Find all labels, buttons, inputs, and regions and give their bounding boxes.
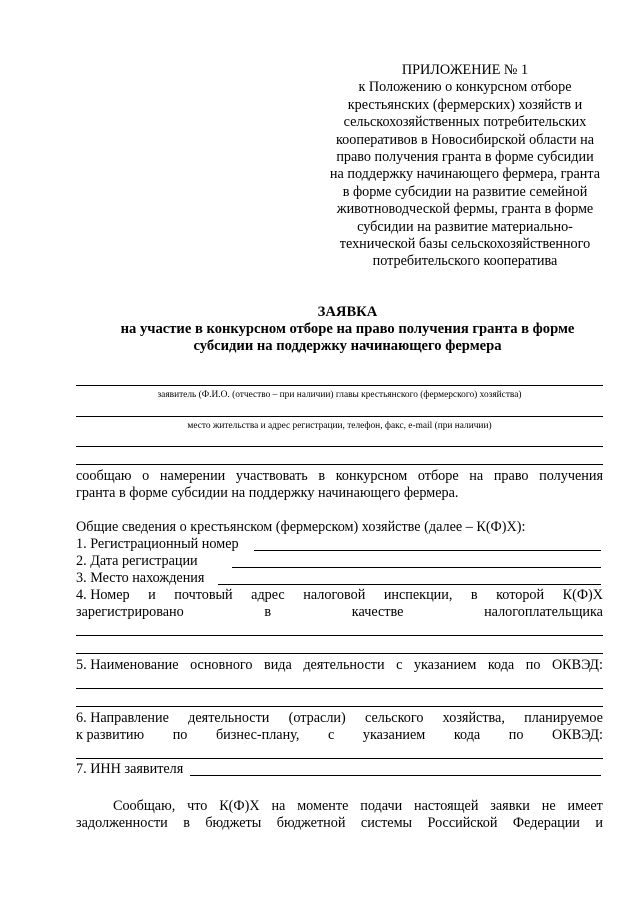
tax-office-label-line: 4. Номер и почтовый адрес налоговой инспекции, в которой К(Ф)Х (76, 587, 603, 603)
main-activity-label: 5. Наименование основного вида деятельности с указанием кода по ОКВЭД: (76, 657, 603, 673)
applicant-caption: заявитель (Ф.И.О. (отчество – при наличии) главы крестьянского (фермерского) хозяйства) (157, 390, 522, 400)
intent-statement-line: гранта в форме субсидии на поддержку начинающего фермера. (76, 485, 459, 501)
closing-statement-line: задолженности в бюджеты бюджетной системы Российской Федерации и (76, 815, 603, 831)
planned-direction-label-line: 6. Направление деятельности (отрасли) сельского хозяйства, планируемое (76, 710, 603, 726)
planned-direction-label-line: к развитию по бизнес-плану, с указанием кода по ОКВЭД: (76, 727, 603, 743)
appendix-line: к Положению о конкурсном отборе (358, 79, 572, 96)
title-subtitle-line: на участие в конкурсном отборе на право получения гранта в форме (120, 321, 575, 338)
tax-office-field[interactable] (76, 653, 603, 654)
title-main: ЗАЯВКА (317, 304, 378, 320)
registration-number-label: 1. Регистрационный номер (76, 536, 239, 552)
appendix-header (322, 62, 608, 271)
residence-caption: место жительства и адрес регистрации, телефон, факс, e-mail (при наличии) (187, 421, 492, 431)
tax-office-field[interactable] (76, 635, 603, 636)
appendix-line: кооперативов в Новосибирской области на (336, 131, 594, 148)
appendix-line: технической базы сельскохозяйственного (339, 236, 591, 253)
appendix-line: в форме субсидии на развитие семейной (342, 183, 588, 200)
appendix-line: потребительского кооператива (372, 253, 558, 270)
document-title (60, 304, 635, 356)
registration-number-field[interactable] (254, 550, 601, 551)
appendix-line: на поддержку начинающего фермера, гранта (329, 166, 601, 183)
extra-info-field[interactable] (76, 446, 603, 447)
appendix-heading: ПРИЛОЖЕНИЕ № 1 (401, 62, 529, 78)
tax-office-label-line: зарегистрировано в качестве налогоплательщика (76, 604, 603, 620)
planned-direction-field[interactable] (76, 758, 603, 759)
inn-field[interactable] (190, 775, 601, 776)
general-info-heading: Общие сведения о крестьянском (фермерском) хозяйстве (далее – К(Ф)Х): (76, 519, 526, 535)
appendix-line: крестьянских (фермерских) хозяйств и (347, 96, 583, 113)
main-activity-field[interactable] (76, 688, 603, 689)
closing-statement-line: Сообщаю, что К(Ф)Х на моменте подачи настоящей заявки не имеет (113, 798, 603, 814)
extra-info-field[interactable] (76, 464, 603, 465)
applicant-name-field[interactable] (76, 385, 603, 386)
appendix-line: право получения гранта в форме субсидии (336, 149, 594, 166)
residence-field[interactable] (76, 416, 603, 417)
registration-date-label: 2. Дата регистрации (76, 553, 198, 569)
appendix-line: сельскохозяйственных потребительских (343, 114, 587, 131)
main-activity-field[interactable] (76, 706, 603, 707)
intent-statement-line: сообщаю о намерении участвовать в конкурсном отборе на право получения (76, 468, 603, 484)
appendix-line: животноводческой фермы, гранта в форме (336, 201, 594, 218)
title-subtitle-line: субсидии на поддержку начинающего фермера (193, 338, 502, 355)
location-field[interactable] (218, 584, 601, 585)
inn-label: 7. ИНН заявителя (76, 761, 184, 777)
appendix-line: субсидии на развитие материально- (357, 218, 573, 235)
location-label: 3. Место нахождения (76, 570, 205, 586)
registration-date-field[interactable] (232, 567, 601, 568)
